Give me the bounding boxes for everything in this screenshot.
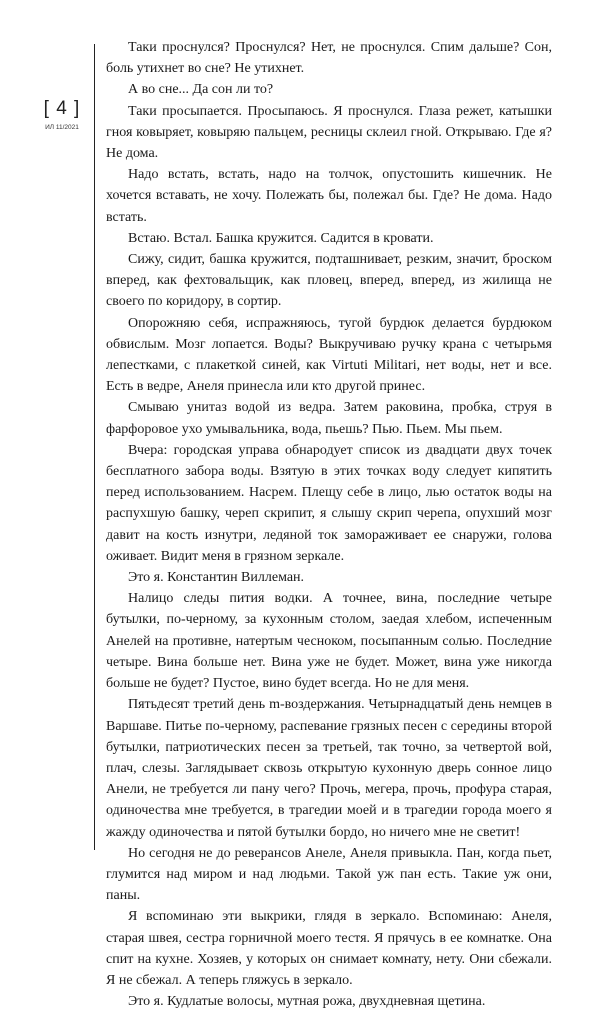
paragraph: Опорожняю себя, испражняюсь, тугой бурдюк делается бурдюком обвислым. Мозг лопается. Воды? Выкручиваю ручку крана с четырьмя лепестками, с плакеткой синей, как Virtuti Militari, нет воды, нет и все. Есть в ведре, Анеля принесла или кто другой принес. [106,315,552,395]
paragraph: Надо встать, встать, надо на толчок, опустошить кишечник. Не хочется вставать, не хочу. Полежать бы, полежал бы. Где? Не дома. Надо встать. [106,167,552,225]
margin-rule [94,44,95,850]
paragraph: А во сне... Да сон ли то? [128,82,274,98]
paragraph: Я вспоминаю эти выкрики, глядя в зеркало. Вспоминаю: Анеля, старая швея, сестра горничной моего тестя. Я прячусь в ее комнатке. Она спит на кухне. Хозяев, у которых он снимает комнату, нету. Они сбежали. Я не сбежал. А теперь гляжусь в зеркало. [106,909,552,988]
paragraph: Но сегодня не до реверансов Анеле, Анеля привыкла. Пан, когда пьет, глумится над миром и над людьми. Такой уж пан есть. Такие уж они, паны. [106,845,552,904]
paragraph: Это я. Кудлатые волосы, мутная рожа, двухдневная щетина. [128,994,486,1010]
paragraph: Это я. Константин Виллеман. [128,570,305,586]
paragraph: Налицо следы пития водки. А точнее, вина, последние четыре бутылки, по-черному, за кухонным столом, заедая хлебом, испеченным Анелей на противне, натертым чесноком, посыпанным солью. Последние четыре. Вина больше нет. Вина уже не будет. Может, вина уже никогда больше не будет? Пустое, вино будет всегда. Но не для меня. [106,591,552,692]
paragraph: Таки проснулся? Проснулся? Нет, не проснулся. Спим дальше? Сон, боль утихнет во сне? Не утихнет. [106,40,552,77]
paragraph: Вчера: городская управа обнародует список из двадцати двух точек бесплатного забора воды. Взятую в этих точках воду следует кипятить перед использованием. Насрем. Плещу себе в лицо, лью остаток воды на распухшую башку, череп скрипит, я слышу скрип черепа, опухший мозг давит на кость изнутри, ледяной ток замораживает ее снаружи, голова оживает. Видит меня в грязном зеркале. [106,442,552,564]
page-number: [ 4 ] [43,98,81,119]
paragraph: Сижу, сидит, башка кружится, подташнивает, резким, значит, броском вперед, как фехтовальщик, как пловец, вперед, вперед, из жилища не своего по коридору, в сортир. [106,252,552,310]
body-text [106,37,552,1012]
paragraph: Таки просыпается. Просыпаюсь. Я проснулся. Глаза режет, катышки гноя ковыряет, ковыряю пальцем, ресницы склеил гной. Открываю. Где я? Не дома. [106,103,552,162]
issue-label: ИЛ 11/2021 [45,124,79,131]
paragraph: Пятьдесят третий день m-воздержания. Четырнадцатый день немцев в Варшаве. Питье по-черному, распевание грязных песен с середины второй бутылки, патриотических песен за третьей, так точно, за четвертой вой, плач, слезы. Заглядывает сквозь открытую кухонную дверь сонное лицо Анели, не требуется ли пану чего? Прочь, мегера, прочь, профура старая, одиночества мне требуется, в трагедии моей и в трагедии города моего я жажду одиночества и пятой бутылки бордо, но ничего мне не светит! [106,697,552,840]
paragraph: Встаю. Встал. Башка кружится. Садится в кровати. [128,230,434,246]
paragraph: Смываю унитаз водой из ведра. Затем раковина, пробка, струя в фарфоровое ухо умывальника, вода, пьешь? Пью. Пьем. Мы пьем. [106,400,552,437]
